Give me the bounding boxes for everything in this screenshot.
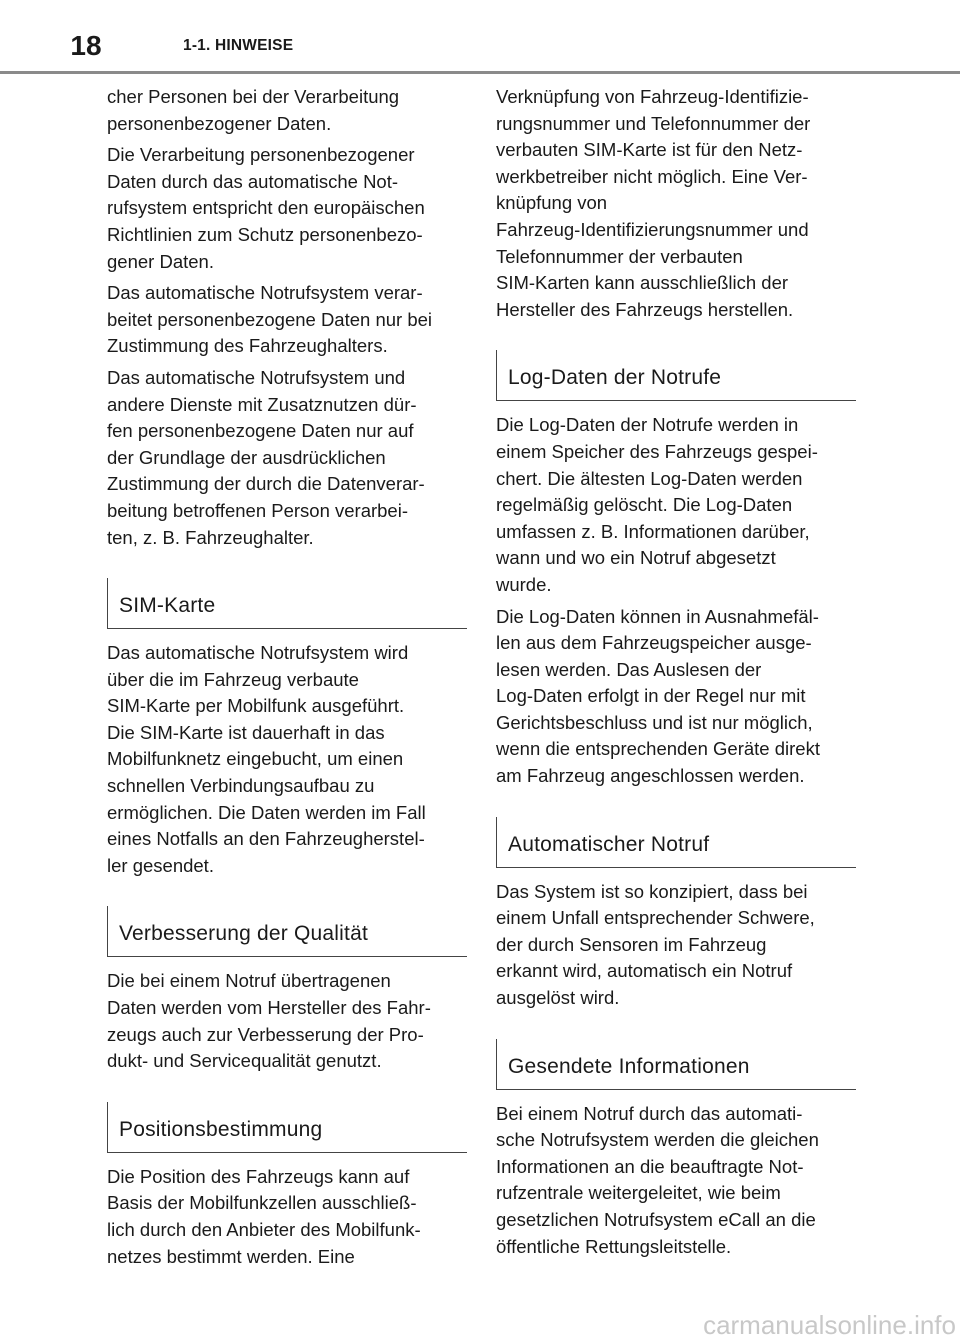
paragraph: Die Log-Daten können in Ausnahmefäl- len aus dem Fahrzeugspeicher ausge- lesen werden. Das Auslesen der Log-Daten erfolgt in der Regel nur mit Gerichtsbeschluss und ist nur möglich, wenn die entsprechenden Geräte direkt am Fahrzeug angeschlossen werden. <box>496 605 820 787</box>
section-heading-qualitaet: Verbesserung der Qualität <box>107 906 467 957</box>
paragraph: cher Personen bei der Verarbeitung personenbezogener Daten. <box>107 86 400 134</box>
section-heading-positionsbestimmung: Positionsbestimmung <box>107 1102 467 1153</box>
right-column <box>496 84 856 1265</box>
paragraph: Die bei einem Notruf übertragenen Daten werden vom Hersteller des Fahr- zeugs auch zur Verbesserung der Pro- dukt- und Servicequalität genutzt. <box>107 970 431 1072</box>
section-heading-log-daten: Log-Daten der Notrufe <box>496 350 856 401</box>
paragraph: Das automatische Notrufsystem verar- beitet personenbezogene Daten nur bei Zustimmung des Fahrzeughalters. <box>107 282 433 357</box>
chapter-title: 1-1. HINWEISE <box>183 37 294 54</box>
paragraph: Verknüpfung von Fahrzeug-Identifizie- rungsnummer und Telefonnummer der verbauten SIM-Karte ist für den Netz- werkbetreiber nicht möglich. Eine Ver- knüpfung von Fahrzeug-Identifizierungsnummer und Telefonnummer der verbauten SIM-Karten kann ausschließlich der Hersteller des Fahrzeugs herstellen. <box>496 86 811 320</box>
section-heading-gesendete-informationen: Gesendete Informationen <box>496 1039 856 1090</box>
paragraph: Das automatische Notrufsystem wird über die im Fahrzeug verbaute SIM-Karte per Mobilfunk ausgeführt. Die SIM-Karte ist dauerhaft in das Mobilfunknetz eingebucht, um einen schnellen Verbindungsaufbau zu ermöglichen. Die Daten werden im Fall eines Notfalls an den Fahrzeugherstel- ler gesendet. <box>107 642 426 876</box>
paragraph: Das automatische Notrufsystem und andere Dienste mit Zusatznutzen dür- fen personenbezogene Daten nur auf der Grundlage der ausdrücklichen Zustimmung der durch die Datenverar- beitung betroffenen Person verarbei- ten, z. B. Fahrzeughalter. <box>107 366 425 548</box>
paragraph: Die Position des Fahrzeugs kann auf Basis der Mobilfunkzellen ausschließ- lich durch den Anbieter des Mobilfunk- netzes bestimmt werden. Eine <box>107 1165 421 1267</box>
paragraph: Bei einem Notruf durch das automati- sche Notrufsystem werden die gleichen Informationen an die beauftragte Not- rufzentrale weitergeleitet, wie beim gesetzlichen Notrufsystem eCall an die öffentliche Rettungsleitstelle. <box>496 1102 819 1257</box>
paragraph: Das System ist so konzipiert, dass bei einem Unfall entsprechender Schwere, der durch Sensoren im Fahrzeug erkannt wird, automatisch ein Notruf ausgelöst wird. <box>496 880 815 1009</box>
left-column <box>107 84 467 1275</box>
header-divider <box>0 71 960 74</box>
section-heading-sim-karte: SIM-Karte <box>107 578 467 629</box>
page-number: 18 <box>70 30 102 61</box>
watermark: carmanualsonline.info <box>703 1310 956 1340</box>
section-heading-automatischer-notruf: Automatischer Notruf <box>496 817 856 868</box>
paragraph: Die Log-Daten der Notrufe werden in einem Speicher des Fahrzeugs gespei- chert. Die ältesten Log-Daten werden regelmäßig gelöscht. Die Log-Daten umfassen z. B. Informationen darüber, wann und wo ein Notruf abgesetzt wurde. <box>496 414 818 595</box>
paragraph: Die Verarbeitung personenbezogener Daten durch das automatische Not- rufsystem entspricht den europäischen Richtlinien zum Schutz personenbezo- gener Daten. <box>107 144 425 272</box>
